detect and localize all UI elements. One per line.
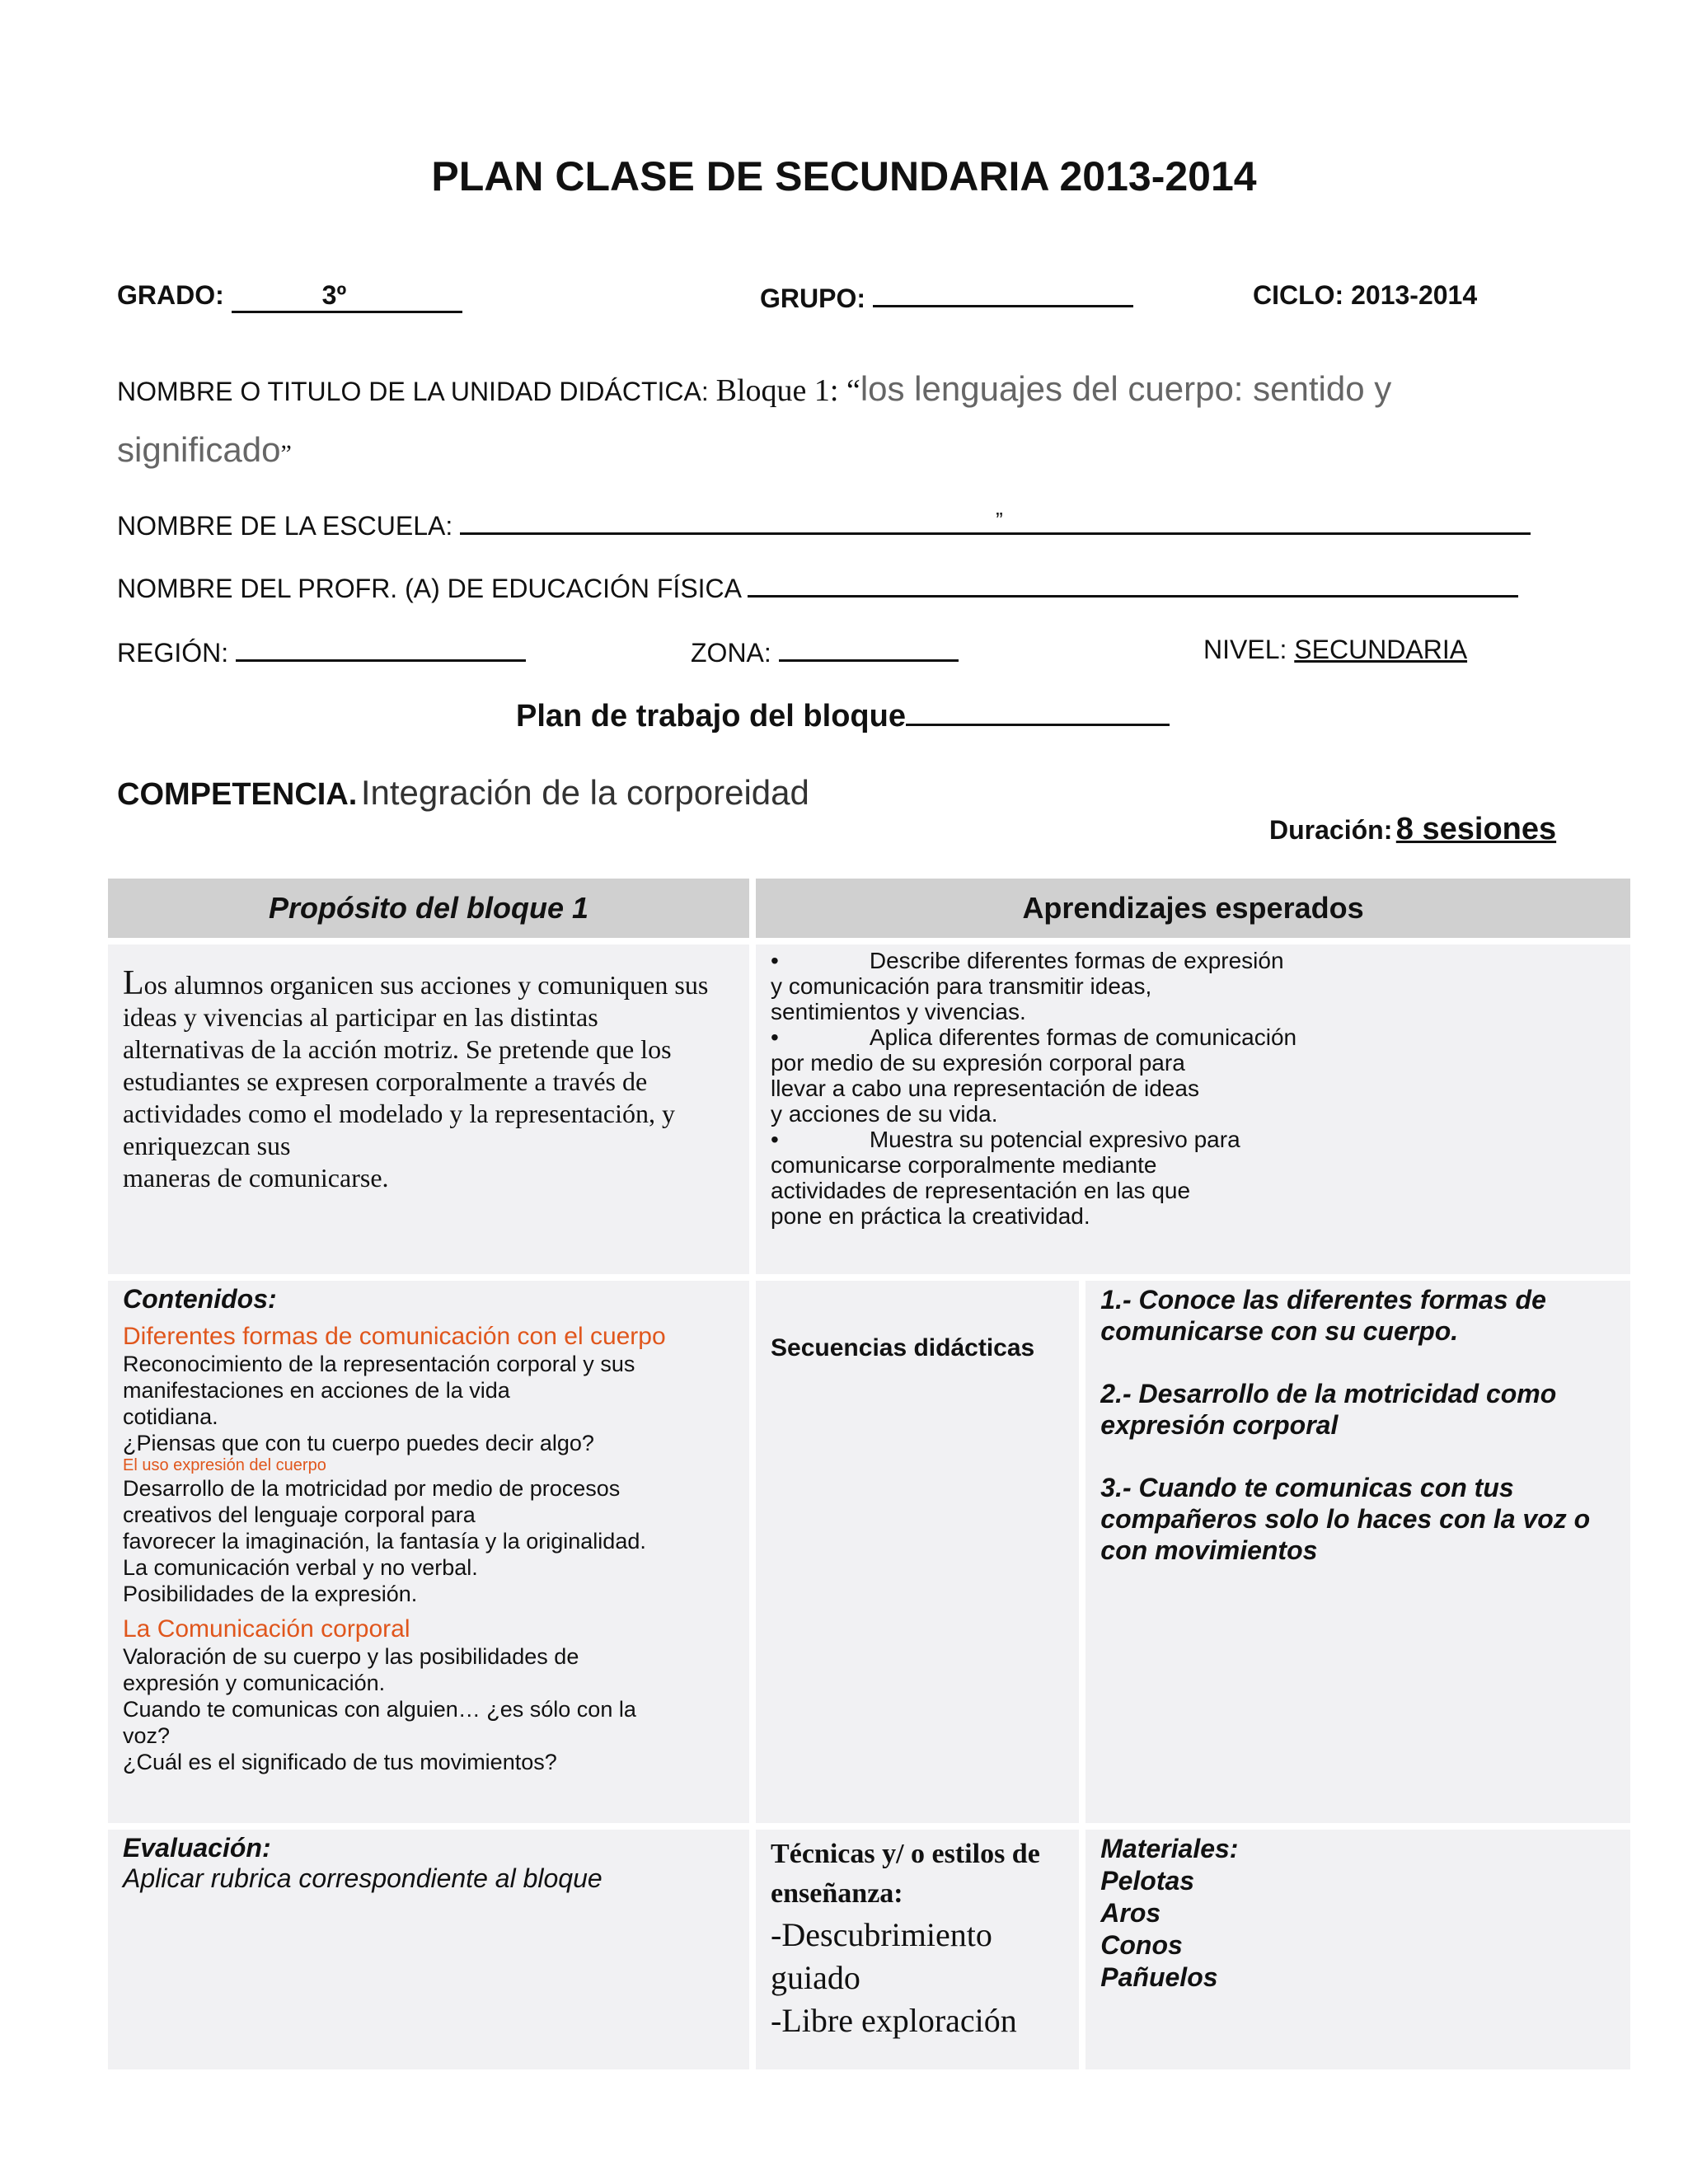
header-proposito: Propósito del bloque 1	[108, 879, 749, 938]
grupo-field	[760, 280, 1133, 314]
zona-field	[691, 635, 959, 668]
grado-field	[117, 280, 462, 313]
region-label: REGIÓN:	[117, 638, 229, 668]
unidad-line-1	[117, 369, 1391, 409]
competencia-value: Integración de la corporeidad	[360, 773, 809, 812]
tecnicas-cell	[756, 1830, 1079, 2069]
grupo-blank	[873, 280, 1133, 307]
aprendizaje-line: actividades de representación en las que	[771, 1178, 1191, 1203]
plan-trabajo-blank	[906, 697, 1170, 726]
region-field	[117, 635, 526, 668]
bullet-icon: •	[771, 1024, 779, 1050]
bullet-icon: •	[771, 948, 779, 973]
proposito-line: enriquezcan sus	[123, 1131, 291, 1160]
aprendizaje-line: y acciones de su vida.	[771, 1101, 998, 1127]
nivel-label: NIVEL:	[1203, 635, 1287, 664]
ciclo-label: CICLO: 2013-2014	[1253, 280, 1478, 310]
contenidos-heading-1: Diferentes formas de comunicación con el cuerpo	[123, 1323, 666, 1350]
secuencias-label-cell	[756, 1281, 1079, 1823]
aprendizaje-item	[771, 1024, 1615, 1127]
secuencias-cell	[1085, 1281, 1630, 1823]
contenidos-block-2	[123, 1475, 734, 1607]
secuencia-item: 2.- Desarrollo de la motricidad como expresión corporal	[1100, 1379, 1557, 1440]
contenidos-line: Cuando te comunicas con alguien… ¿es sólo con la	[123, 1697, 636, 1722]
contenidos-line: cotidiana.	[123, 1404, 218, 1429]
profesor-field	[117, 570, 1518, 604]
material-item: Pañuelos	[1100, 1962, 1218, 1992]
proposito-line: os alumnos organicen sus acciones y comuniquen sus	[143, 970, 709, 1000]
proposito-line: ideas y vivencias al participar en las distintas	[123, 1002, 598, 1032]
unidad-close-quote: ”	[280, 440, 292, 467]
header-aprendizajes: Aprendizajes esperados	[756, 879, 1630, 938]
material-item: Aros	[1100, 1898, 1161, 1928]
contenidos-block-3	[123, 1643, 734, 1775]
profesor-blank	[748, 570, 1518, 598]
duracion-label: Duración:	[1269, 815, 1393, 845]
aprendizaje-line: sentimientos y vivencias.	[771, 999, 1026, 1024]
aprendizaje-line: llevar a cabo una representación de ideas	[771, 1076, 1199, 1101]
proposito-line: alternativas de la acción motriz. Se pretende que los	[123, 1034, 672, 1064]
contenidos-line: La comunicación verbal y no verbal.	[123, 1555, 478, 1580]
contenidos-line: voz?	[123, 1723, 171, 1748]
aprendizaje-line: y comunicación para transmitir ideas,	[771, 973, 1152, 999]
contenidos-line: creativos del lenguaje corporal para	[123, 1502, 476, 1527]
material-item: Conos	[1100, 1930, 1183, 1960]
proposito-line: actividades como el modelado y la representación, y	[123, 1099, 675, 1128]
aprendizaje-line: por medio de su expresión corporal para	[771, 1050, 1185, 1076]
bullet-icon: •	[771, 1127, 779, 1152]
contenidos-label: Contenidos:	[123, 1284, 277, 1314]
nivel-field	[1203, 635, 1467, 665]
tecnicas-label: Técnicas y/ o estilos de enseñanza:	[771, 1839, 1040, 1909]
escuela-mark: ”	[996, 508, 1003, 535]
unidad-line-2	[117, 430, 292, 470]
contenidos-line: expresión y comunicación.	[123, 1671, 386, 1695]
escuela-field	[117, 508, 1531, 541]
contenidos-line: manifestaciones en acciones de la vida	[123, 1378, 510, 1403]
page-title: PLAN CLASE DE SECUNDARIA 2013-2014	[431, 153, 1257, 199]
proposito-cell	[108, 944, 749, 1274]
proposito-line: maneras de comunicarse.	[123, 1163, 389, 1193]
competencia	[117, 773, 809, 813]
unidad-text-2: significado	[117, 430, 281, 469]
secuencia-item: 3.- Cuando te comunicas con tus compañeros solo lo haces con la voz o con movimientos	[1100, 1473, 1591, 1565]
aprendizaje-first: Aplica diferentes formas de comunicación	[869, 1024, 1297, 1050]
contenidos-line: Valoración de su cuerpo y las posibilidades de	[123, 1644, 579, 1669]
duracion-value: 8 sesiones	[1395, 812, 1557, 846]
nivel-value: SECUNDARIA	[1294, 635, 1468, 664]
grado-value: 3º	[232, 280, 462, 313]
aprendizaje-first: Muestra su potencial expresivo para	[869, 1127, 1240, 1152]
unidad-text: los lenguajes del cuerpo: sentido y	[860, 369, 1392, 408]
contenidos-line: ¿Cuál es el significado de tus movimientos?	[123, 1750, 557, 1774]
grado-label: GRADO:	[117, 280, 224, 310]
escuela-blank-1	[460, 508, 996, 535]
contenidos-cell	[108, 1281, 749, 1823]
duracion	[1269, 812, 1573, 847]
evaluacion-text: Aplicar rubrica correspondiente al bloque	[123, 1863, 603, 1893]
plan-trabajo-label: Plan de trabajo del bloque	[516, 699, 906, 733]
aprendizaje-item	[771, 948, 1615, 1024]
unidad-label: NOMBRE O TITULO DE LA UNIDAD DIDÁCTICA:	[117, 377, 709, 406]
materiales-cell	[1085, 1830, 1630, 2069]
secuencias-label: Secuencias didácticas	[771, 1334, 1035, 1361]
contenidos-line: Reconocimiento de la representación corporal y sus	[123, 1352, 635, 1376]
contenidos-line: Desarrollo de la motricidad por medio de procesos	[123, 1476, 621, 1501]
tecnica-item: -Libre exploración	[771, 2002, 1017, 2039]
materiales-label: Materiales:	[1100, 1834, 1239, 1863]
secuencia-item: 1.- Conoce las diferentes formas de comunicarse con su cuerpo.	[1100, 1285, 1546, 1346]
contenidos-heading-2: El uso expresión del cuerpo	[123, 1456, 326, 1474]
material-item: Pelotas	[1100, 1866, 1195, 1896]
contenidos-block-1	[123, 1351, 734, 1456]
unidad-bloque: Bloque 1: “	[715, 373, 860, 408]
evaluacion-cell	[108, 1830, 749, 2069]
aprendizajes-cell	[756, 944, 1630, 1274]
evaluacion-label: Evaluación:	[123, 1833, 271, 1863]
aprendizaje-item	[771, 1127, 1615, 1229]
competencia-label: COMPETENCIA.	[117, 777, 358, 812]
escuela-blank-2	[1003, 508, 1531, 535]
profesor-label: NOMBRE DEL PROFR. (A) DE EDUCACIÓN FÍSICA	[117, 574, 741, 603]
zona-blank	[779, 635, 959, 662]
contenidos-heading-3: La Comunicación corporal	[123, 1615, 410, 1643]
plan-table	[101, 872, 1637, 2076]
tecnica-item: -Descubrimiento guiado	[771, 1916, 992, 1996]
proposito-dropcap: L	[123, 964, 144, 1002]
contenidos-line: Posibilidades de la expresión.	[123, 1582, 418, 1606]
region-blank	[236, 635, 526, 662]
escuela-label: NOMBRE DE LA ESCUELA:	[117, 511, 453, 541]
contenidos-line: ¿Piensas que con tu cuerpo puedes decir algo?	[123, 1431, 594, 1455]
zona-label: ZONA:	[691, 638, 771, 668]
grupo-label: GRUPO:	[760, 284, 865, 313]
proposito-line: estudiantes se expresen corporalmente a través de	[123, 1066, 648, 1096]
contenidos-line: favorecer la imaginación, la fantasía y la originalidad.	[123, 1529, 646, 1554]
aprendizaje-line: comunicarse corporalmente mediante	[771, 1152, 1157, 1178]
plan-trabajo	[516, 697, 1170, 734]
aprendizaje-first: Describe diferentes formas de expresión	[869, 948, 1284, 973]
aprendizaje-line: pone en práctica la creatividad.	[771, 1203, 1090, 1229]
